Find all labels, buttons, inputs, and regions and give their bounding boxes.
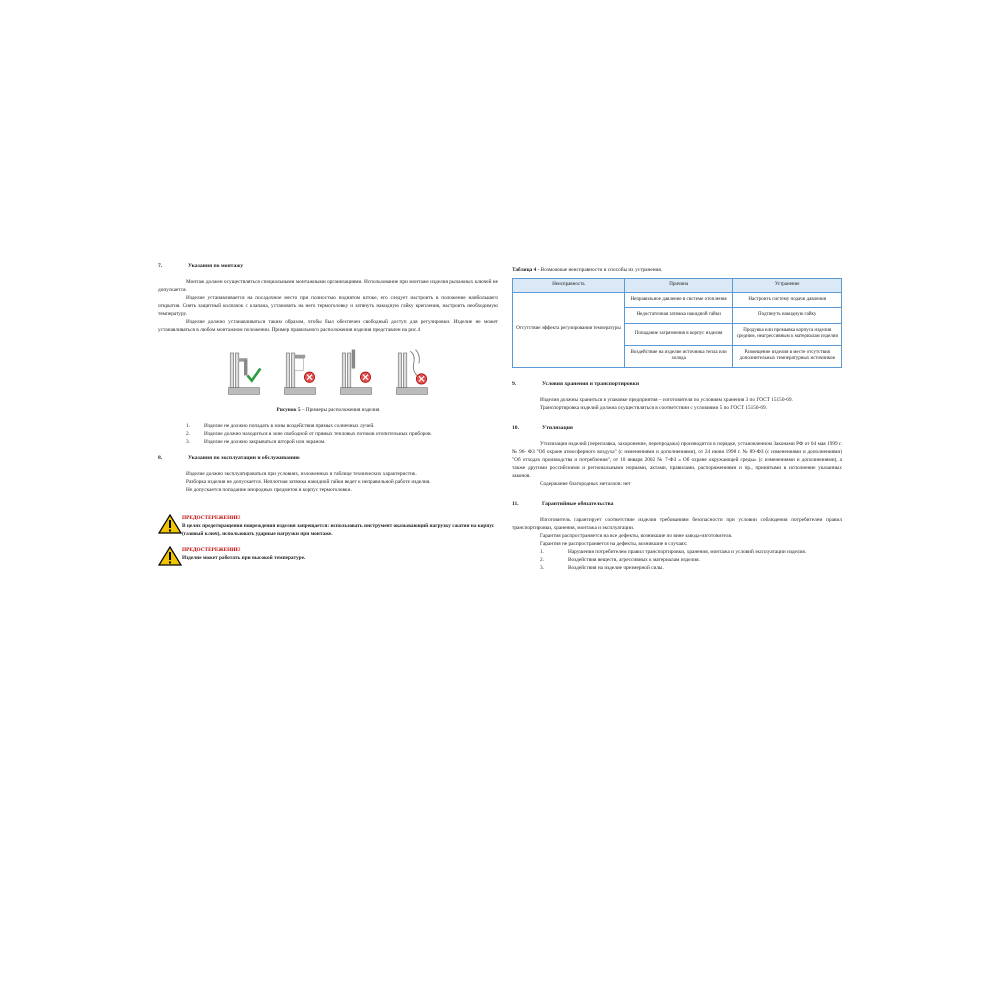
- section-number: 9.: [512, 380, 517, 387]
- section-8-heading: [158, 454, 498, 462]
- table-caption: Таблица 4 - Возможные неисправности и способы их устранения.: [512, 267, 663, 273]
- warning-icon: [158, 546, 182, 566]
- section-number: 8.: [158, 455, 163, 461]
- list-item: 2. Воздействия веществ, агрессивных к материалам изделия.: [540, 556, 700, 563]
- table-cell: Продувка или промывка корпуса изделия средним, неагрессивным к материалам изделия: [733, 323, 842, 345]
- paragraph: Изделие устанавливается на посадочное место при полностью поднятом штоке, его следует настроить в положение наибольшего открытия. Снять защитный колпачок с клапана, установить на него термоголовку и затянуть накидную гайку крепления, настроить необходимую температуру.: [158, 295, 498, 317]
- mounting-figure: [158, 342, 498, 402]
- warning-title: ПРЕДОСТЕРЕЖЕНИЕ!: [182, 547, 241, 553]
- paragraph: Разборка изделия не допускается. Неплотная затяжка накидной гайки ведет к неправильной работе изделия.: [186, 479, 431, 485]
- table-cell: Размещение изделия в месте отсутствия дополнительных температурных источников: [733, 345, 842, 367]
- warning-icon: [158, 514, 182, 534]
- paragraph: Гарантия распространяется на все дефекты, возникшие по вине завода-изготовителя.: [540, 532, 733, 539]
- paragraph: Транспортировка изделий должна осуществляться в соответствии с условиями 5 по ГОСТ 15150-69.: [540, 404, 767, 411]
- list-item: 3. Изделие не должно закрываться шторой или экраном.: [186, 439, 326, 445]
- warning-text: В целях предотвращения повреждения изделия запрещается: использовать инструмент оказывающий нагрузку сжатия на корпус (газовый ключ), использовать ударные нагрузки при монтаже.: [182, 523, 495, 537]
- section-title: Условия хранения и транспортировки: [542, 380, 640, 387]
- paragraph: Не допускается попадание инородных предметов в корпус термоголовки.: [186, 487, 352, 493]
- table-cell: Воздействие на изделие источника тепла или холода: [624, 345, 733, 367]
- paragraph: Изделия должны храниться в упаковке предприятия – изготовителя по условиям хранения 3 по ГОСТ 15150-69.: [540, 396, 793, 403]
- list-item: 1. Нарушения потребителем правил транспортировки, хранения, монтажа и условий эксплуатации изделия.: [540, 548, 807, 555]
- section-title: Указания по монтажу: [188, 263, 244, 269]
- table-header-row: [513, 279, 842, 293]
- section-title: Утилизация: [542, 424, 573, 431]
- table-header: Причина: [624, 279, 733, 293]
- table-cell: Попадание загрязнения в корпус изделия: [624, 323, 733, 345]
- warning-text: Изделие может работать при высокой температуре.: [182, 555, 306, 561]
- list-item: 1. Изделие не должно попадать в зоны воздействия прямых солнечных лучей.: [186, 423, 375, 429]
- warning-block: [158, 546, 498, 566]
- paragraph: Изготовитель гарантирует соответствие изделия требованиям безопасности при условии соблюдения потребителем правил транспортировки, хранения, монтажа и эксплуатации.: [512, 516, 842, 531]
- table-cell: Подтянуть накидную гайку: [733, 308, 842, 324]
- right-page: [512, 266, 842, 572]
- section-9-heading: [512, 380, 842, 388]
- table-cell: Настроить систему подачи давления: [733, 292, 842, 308]
- section-number: 7.: [158, 263, 163, 269]
- section-number: 10.: [512, 424, 519, 431]
- table-cell: Неправильное давление в системе отопления: [624, 292, 733, 308]
- checkmark-icon: [247, 369, 260, 381]
- warranty-exclusions-list: [540, 548, 842, 572]
- wrong-mounting-illustration: [393, 342, 431, 402]
- section-number: 11.: [512, 500, 519, 507]
- list-item: 2. Изделие должно находиться в зоне свободной от прямых тепловых потоков отопительных приборов.: [186, 431, 432, 437]
- figure-caption: Рисунок 5 – Примеры расположения изделия: [276, 407, 380, 413]
- left-page: [158, 262, 498, 566]
- paragraph: Изделие должно устанавливаться таким образом, чтобы был обеспечен свободный доступ для регулировки. Изделие не может устанавливаться в любом монтажном положении. Пример правильного расположения изделия представлен на рис.4: [158, 319, 498, 333]
- table-header: Устранение: [733, 279, 842, 293]
- section-10-heading: [512, 424, 842, 432]
- section-11-heading: [512, 500, 842, 508]
- mounting-rules-list: [186, 422, 498, 446]
- wrong-mounting-illustration: [337, 342, 375, 402]
- table-cell: Недостаточная затяжка накидной гайки: [624, 308, 733, 324]
- section-7-heading: [158, 262, 498, 270]
- table-cell: Отсутствие эффекта регулирования температуры: [513, 292, 625, 367]
- table-row: [513, 292, 842, 308]
- list-item: 3. Воздействия на изделие чрезмерной силы.: [540, 564, 664, 571]
- warning-block: [158, 514, 498, 538]
- paragraph: Изделие должно эксплуатироваться при условиях, изложенных в таблице технических характеристик.: [186, 471, 417, 477]
- paragraph: Содержание благородных металлов: нет: [540, 480, 631, 487]
- section-title: Гарантийные обязательства: [542, 500, 614, 507]
- wrong-mounting-illustration: [281, 342, 319, 402]
- warning-title: ПРЕДОСТЕРЕЖЕНИЕ!: [182, 515, 241, 521]
- paragraph: Утилизация изделий (переплавка, захоронение, перепродажа) производится в порядке, установленном Законами РФ от 04 мая 1999 г. № 96- ФЗ "Об охране атмосферного воздуха" (с изменениями и дополнениями), от 24 июня 1998 г. № 89-ФЗ (с изменениями и дополнениями) "Об отходах производства и потребления", от 10 января 2002 № 7-ФЗ « Об охране окружающей среды» (с изменениями и дополнениями), а также другими российскими и региональными нормами, актами, правилами, распоряжениями и пр., принятыми в исполнение указанных законов.: [512, 440, 842, 479]
- table-header: Неисправность: [513, 279, 625, 293]
- correct-mounting-illustration: [225, 342, 263, 402]
- paragraph: Гарантия не распространяется на дефекты, возникшие в случаях:: [540, 540, 688, 547]
- faults-table: [512, 278, 842, 368]
- paragraph: Монтаж должен осуществляться специальными монтажными организациями. Использование при монтаже изделия рычажных ключей не допускается.: [158, 279, 498, 293]
- section-title: Указания по эксплуатации и обслуживанию: [188, 455, 300, 461]
